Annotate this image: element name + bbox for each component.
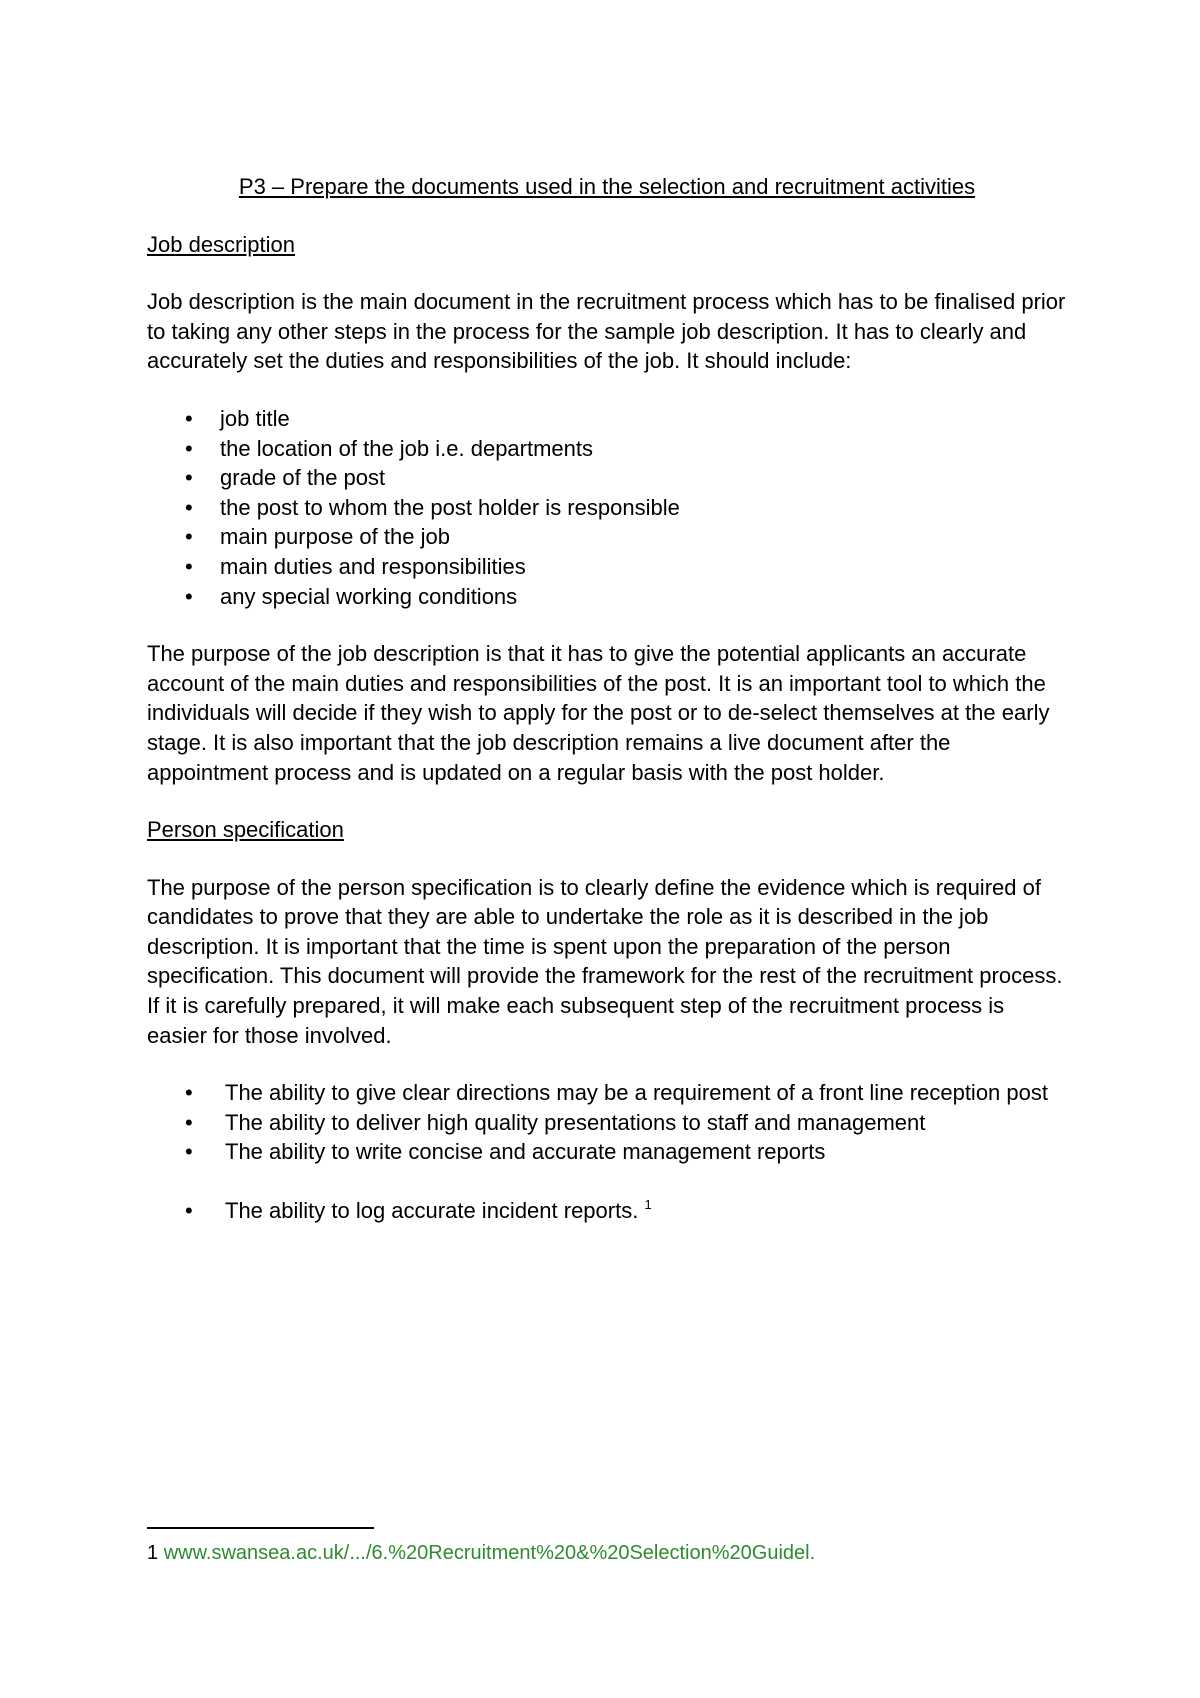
list-item: • The ability to give clear directions may be a requirement of a front line reception post [147, 1078, 1067, 1108]
person-specification-body: The purpose of the person specification is to clearly define the evidence which is required of candidates to prove that they are able to undertake the role as it is described in the job description. It is important that the time is spent upon the preparation of the person specification. This document will provide the framework for the rest of the recruitment process. If it is carefully prepared, it will make each subsequent step of the recruitment process is easier for those involved. [147, 874, 1063, 1048]
job-description-heading: Job description [147, 231, 295, 257]
job-description-purpose: The purpose of the job description is that it has to give the potential applicants an accurate account of the main duties and responsibilities of the post. It is an important tool to which the individuals will decide if they wish to apply for the post or to de-select themselves at the early stage. It is also important that the job description remains a live document after the appointment process and is updated on a regular basis with the post holder. [147, 641, 1050, 785]
list-item: • the post to whom the post holder is responsible [147, 493, 1067, 523]
list-item: • The ability to write concise and accurate management reports [147, 1137, 1067, 1167]
list-item: • The ability to deliver high quality presentations to staff and management [147, 1108, 1067, 1138]
list-item: • main purpose of the job [147, 522, 1067, 552]
document-title: P3 – Prepare the documents used in the selection and recruitment activities [238, 174, 976, 199]
footnote [147, 1540, 815, 1566]
list-item: • any special working conditions [147, 582, 1067, 612]
list-item: • main duties and responsibilities [147, 552, 1067, 582]
list-item: • job title [147, 404, 1067, 434]
list-item: • the location of the job i.e. departments [147, 434, 1067, 464]
person-specification-list [147, 1078, 1067, 1225]
footnote-reference[interactable]: 1 [644, 1197, 652, 1213]
job-description-intro: Job description is the main document in the recruitment process which has to be finalised prior to taking any other steps in the process for the sample job description. It has to clearly and accurately set the duties and responsibilities of the job. It should include: [147, 289, 1066, 374]
document-body [147, 172, 1067, 1254]
list-item: • grade of the post [147, 463, 1067, 493]
footnote-link[interactable]: www.swansea.ac.uk/.../6.%20Recruitment%20&%20Selection%20Guidel. [163, 1542, 816, 1564]
person-specification-heading: Person specification [147, 817, 344, 843]
list-item-text: The ability to log accurate incident reports. [225, 1198, 645, 1224]
footnote-separator [147, 1527, 374, 1529]
job-description-list [147, 404, 1067, 611]
footnote-number: 1 [147, 1542, 159, 1564]
list-item [147, 1196, 1067, 1226]
